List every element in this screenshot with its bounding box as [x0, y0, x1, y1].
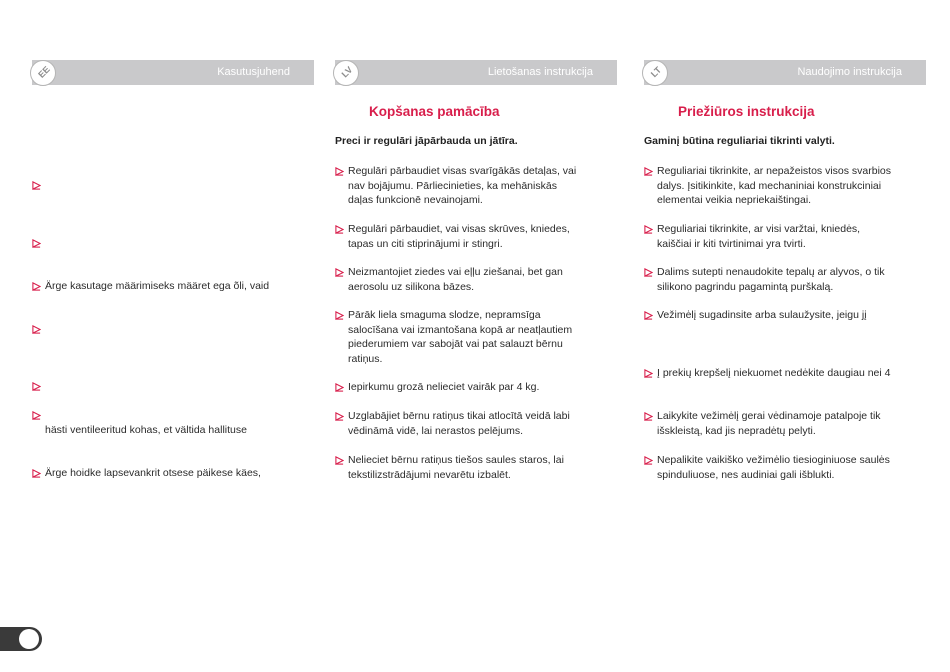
language-code: LV [339, 64, 355, 80]
list-item [644, 222, 934, 251]
column-ee [32, 60, 314, 620]
list-item-text: Neizmantojiet ziedes vai eļļu ziešanai, bet gan aerosolu uz silikona bāzes. [348, 266, 563, 293]
list-item [32, 279, 314, 294]
list-item-text: Ärge kasutage määrimiseks määret ega õli, vaid [45, 280, 270, 292]
section-heading: Kopšanas pamācība [369, 104, 500, 119]
triangle-arrow-icon [644, 225, 653, 234]
list-item-text: Nepalikite vaikiško vežimėlio tiesioginiuose saulės spinduliuose, nes audiniai gali išblukti. [657, 454, 890, 481]
list-item [335, 222, 617, 251]
column-lv [335, 60, 617, 620]
triangle-arrow-icon [644, 167, 653, 176]
list-item [32, 408, 314, 437]
triangle-arrow-icon [644, 369, 653, 378]
triangle-arrow-icon [644, 456, 653, 465]
list-item-text: Uzglabājiet bērnu ratiņus tikai atlocītā veidā labi vēdināmā vidē, lai nerastos pelējums. [348, 410, 570, 437]
list-item [32, 466, 314, 481]
list-item [335, 380, 617, 395]
list-item [335, 308, 617, 366]
list-item-text: Dalims sutepti nenaudokite tepalų ar alyvos, o tik silikono pagrindu pagamintą purškalą. [657, 266, 885, 293]
list-item [335, 265, 617, 294]
triangle-arrow-icon [335, 412, 344, 421]
list-item [335, 453, 617, 482]
list-item [644, 366, 934, 381]
section-title: Lietošanas instrukcija [487, 66, 593, 78]
triangle-arrow-icon [32, 469, 41, 478]
intro-text: Gaminį būtina reguliariai tikrinti valyti. [644, 135, 835, 147]
list-item-text: Pārāk liela smaguma slodze, nepramsīga salocīšana vai izmantošana kopā ar neatļautiem piederumiem var sabojāt vai pat salauzt bērnu ratiņus. [348, 309, 573, 365]
list-item-text: Regulāri pārbaudiet visas svarīgākās detaļas, vai nav bojājumu. Pārliecinieties, ka mehāniskās daļas funkcionē nevainojami. [348, 165, 577, 206]
triangle-arrow-icon [335, 268, 344, 277]
triangle-arrow-icon [644, 412, 653, 421]
language-code: LT [648, 64, 664, 80]
language-badge-icon [642, 60, 668, 86]
triangle-arrow-icon [335, 167, 344, 176]
column-lt [644, 60, 926, 620]
triangle-arrow-icon [32, 411, 41, 420]
list-item [644, 453, 934, 482]
language-badge-icon [30, 60, 56, 86]
triangle-arrow-icon [644, 311, 653, 320]
triangle-arrow-icon [335, 456, 344, 465]
list-item-text: Laikykite vežimėlį gerai vėdinamoje patalpoje tik išskleistą, kad jis nepradėtų pelyti. [657, 410, 881, 437]
section-band [644, 60, 926, 85]
list-item-text: Nelieciet bērnu ratiņus tiešos saules staros, lai tekstilizstrādājumi nevarētu izbalēt. [348, 454, 564, 481]
list-item [644, 308, 934, 323]
section-title: Kasutusjuhend [217, 66, 290, 78]
list-item-text: Reguliariai tikrinkite, ar visi varžtai, kniedės, kaiščiai ir kiti tvirtinimai yra tvirti. [657, 223, 861, 250]
triangle-arrow-icon [335, 383, 344, 392]
section-title: Naudojimo instrukcija [797, 66, 902, 78]
list-item [335, 409, 617, 438]
section-heading: Priežiūros instrukcija [678, 104, 815, 119]
page-tab-circle [19, 629, 39, 649]
list-item-text: Iepirkumu grozā nelieciet vairāk par 4 kg. [348, 381, 540, 393]
list-item-text: hästi ventileeritud kohas, et vältida hallituse [45, 423, 247, 436]
list-item [644, 265, 934, 294]
triangle-arrow-icon [32, 382, 41, 391]
triangle-arrow-icon [644, 268, 653, 277]
intro-text: Preci ir regulāri jāpārbauda un jātīra. [335, 135, 518, 147]
list-item-text: Reguliariai tikrinkite, ar nepažeistos visos svarbios dalys. Įsitikinkite, kad mechaniniai konstrukciniai elementai veikia nepriekaištingai. [657, 165, 892, 206]
list-item-text: Į prekių krepšelį niekuomet nedėkite daugiau nei 4 [657, 367, 891, 379]
list-item-text: Regulāri pārbaudiet, vai visas skrūves, kniedes, tapas un citi stiprinājumi ir stingri. [348, 223, 570, 250]
triangle-arrow-icon [335, 225, 344, 234]
list-item [335, 164, 617, 208]
language-badge-icon [333, 60, 359, 86]
triangle-arrow-icon [32, 325, 41, 334]
language-code: EE [36, 64, 52, 80]
page-tab [0, 627, 42, 651]
list-item [644, 164, 934, 208]
section-band [32, 60, 314, 85]
triangle-arrow-icon [32, 239, 41, 248]
list-item-text: Ärge hoidke lapsevankrit otsese päikese käes, [45, 467, 261, 479]
triangle-arrow-icon [32, 181, 41, 190]
list-item [644, 409, 934, 438]
triangle-arrow-icon [32, 282, 41, 291]
list-item-text: Vežimėlį sugadinsite arba sulaužysite, jeigu jį [657, 309, 867, 321]
section-band [335, 60, 617, 85]
triangle-arrow-icon [335, 311, 344, 320]
